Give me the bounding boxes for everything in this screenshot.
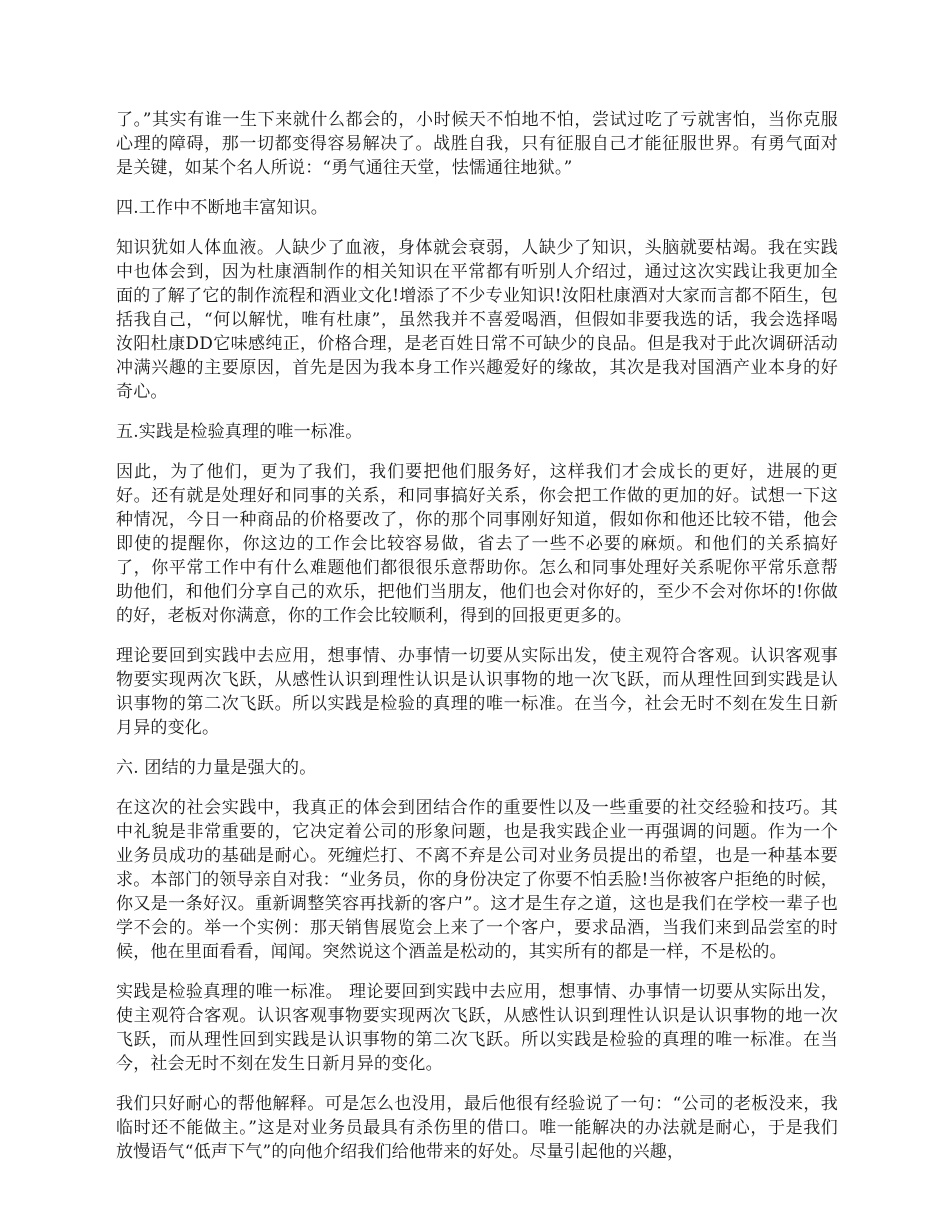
- heading-section-5: 五.实践是检验真理的唯一标准。: [116, 422, 363, 442]
- paragraph-practice-standard: 实践是检验真理的唯一标准。 理论要回到实践中去应用，想事情、办事情一切要从实际出发，使主观符合客观。认识客观事物要实现两次飞跃，从感性认识到理性认识是认识事物的地一次飞跃，而从理性回到实践是认识事物的第二次飞跃。所以实践是检验的真理的唯一标准。在当今，社会无时不刻在发生日新月异的变化。: [116, 982, 838, 1074]
- paragraph-theory-practice: 理论要回到实践中去应用，想事情、办事情一切要从实际出发，使主观符合客观。认识客观事物要实现两次飞跃，从感性认识到理性认识是认识事物的地一次飞跃，而从理性回到实践是认识事物的第二次飞跃。所以实践是检验的真理的唯一标准。在当今，社会无时不刻在发生日新月异的变化。: [116, 646, 838, 738]
- paragraph-teamwork: 在这次的社会实践中，我真正的体会到团结合作的重要性以及一些重要的社交经验和技巧。其中礼貌是非常重要的，它决定着公司的形象问题，也是我实践企业一再强调的问题。作为一个业务员成功的基础是耐心。死缠烂打、不离不弃是公司对业务员提出的希望，也是一种基本要求。本部门的领导亲自对我：“业务员，你的身份决定了你要不怕丢脸!当你被客户拒绝的时候，你又是一条好汉。重新调整笑容再找新的客户”。这才是生存之道，这也是我们在学校一辈子也学不会的。举一个实例：那天销售展览会上来了一个客户，要求品酒，当我们来到品尝室的时候，他在里面看看，闻闻。突然说这个酒盖是松动的，其实所有的都是一样，不是松的。: [116, 798, 838, 962]
- heading-section-6: 六. 团结的力量是强大的。: [116, 758, 317, 778]
- paragraph-patience: 我们只好耐心的帮他解释。可是怎么也没用，最后他很有经验说了一句：“公司的老板没来，我临时还不能做主。”这是对业务员最具有杀伤里的借口。唯一能解决的办法就是耐心，于是我们放慢语气“低声下气”的向他介绍我们给他带来的好处。尽量引起他的兴趣，: [116, 1094, 838, 1162]
- paragraph-courage: 了。”其实有谁一生下来就什么都会的，小时候天不怕地不怕，尝试过吃了亏就害怕，当你克服心理的障碍，那一切都变得容易解决了。战胜自我，只有征服自己才能征服世界。有勇气面对是关键，如某个名人所说：“勇气通往天堂，怯懦通往地狱。”: [116, 110, 838, 178]
- paragraph-knowledge: 知识犹如人体血液。人缺少了血液，身体就会衰弱，人缺少了知识，头脑就要枯竭。我在实践中也体会到，因为杜康酒制作的相关知识在平常都有听别人介绍过，通过这次实践让我更加全面的了解了它的制作流程和酒业文化!增添了不少专业知识!汝阳杜康酒对大家而言都不陌生，包括我自己，“何以解忧，唯有杜康”，虽然我并不喜爱喝酒，但假如非要我选的话，我会选择喝汝阳杜康DD它味感纯正，价格合理，是老百姓日常不可缺少的良品。但是我对于此次调研活动冲满兴趣的主要原因，首先是因为我本身工作兴趣爱好的缘故，其次是我对国酒产业本身的好奇心。: [116, 238, 838, 402]
- document-page: [116, 108, 838, 1180]
- heading-section-4: 四.工作中不断地丰富知识。: [116, 198, 329, 218]
- paragraph-colleagues: 因此，为了他们，更为了我们，我们要把他们服务好，这样我们才会成长的更好，进展的更好。还有就是处理好和同事的关系，和同事搞好关系，你会把工作做的更加的好。试想一下这种情况，今日一种商品的价格要改了，你的那个同事刚好知道，假如你和他还比较不错，他会即使的提醒你，你这边的工作会比较容易做，省去了一些不必要的麻烦。和他们的关系搞好了，你平常工作中有什么难题他们都很很乐意帮助你。怎么和同事处理好关系呢你平常乐意帮助他们，和他们分享自己的欢乐，把他们当朋友，他们也会对你好的，至少不会对你坏的!你做的好，老板对你满意，你的工作会比较顺利，得到的回报更更多的。: [116, 462, 838, 626]
